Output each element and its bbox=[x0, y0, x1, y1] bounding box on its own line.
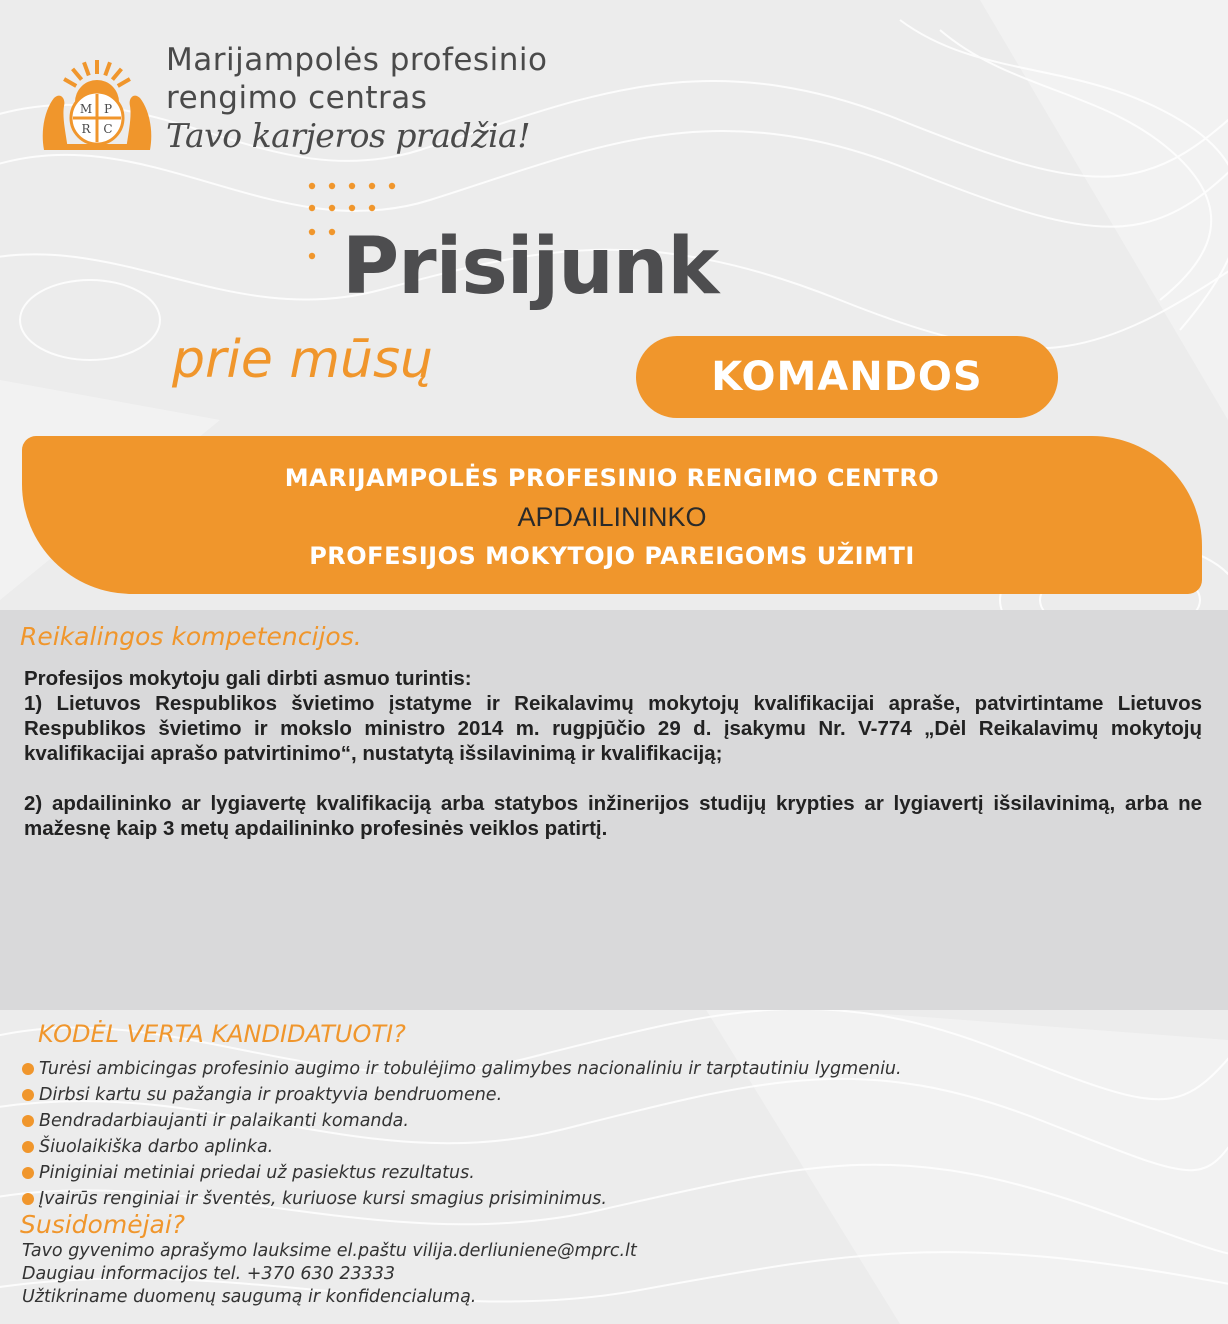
position-banner bbox=[22, 436, 1202, 594]
requirement-item-1: 1) Lietuvos Respublikos švietimo įstatyme ir Reikalavimų mokytojų kvalifikacijai apraše, patvirtintame Lietuvos Respublikos švietimo ir mokslo ministro 2014 m. rugpjūčio 29 d. įsakymu Nr. V-774 „Dėl Reikalavimų mokytojų kvalifikacijai aprašo patvirtinimo“, nustatytą išsilavinimą ir kvalifikaciją; bbox=[24, 692, 1202, 765]
list-item bbox=[22, 1056, 902, 1082]
bullet-icon bbox=[22, 1167, 34, 1179]
bullet-icon bbox=[22, 1193, 34, 1205]
school-logo bbox=[36, 58, 158, 154]
org-name-line1: Marijampolės profesinio bbox=[166, 42, 548, 78]
tagline: Tavo karjeros pradžia! bbox=[166, 116, 530, 155]
requirements-text bbox=[24, 666, 1202, 841]
banner-line2: APDAILININKO bbox=[517, 502, 707, 532]
banner-line3: PROFESIJOS MOKYTOJO PAREIGOMS UŽIMTI bbox=[309, 542, 915, 570]
benefit-text: Dirbsi kartu su pažangia ir proaktyvia bendruomene. bbox=[39, 1085, 503, 1105]
bullet-icon bbox=[22, 1089, 34, 1101]
logo-letter-p: P bbox=[103, 102, 113, 116]
benefit-text: Bendradarbiaujanti ir palaikanti komanda. bbox=[39, 1111, 409, 1131]
org-name-line2: rengimo centras bbox=[166, 80, 428, 116]
list-item bbox=[22, 1108, 902, 1134]
benefit-text: Įvairūs renginiai ir šventės, kuriuose kursi smagius prisiminimus. bbox=[39, 1189, 607, 1209]
requirements-intro: Profesijos mokytoju gali dirbti asmuo turintis: bbox=[24, 667, 472, 690]
logo-letter-c: C bbox=[103, 122, 113, 136]
requirements-title: Reikalingos kompetencijos. bbox=[20, 622, 362, 651]
bullet-icon bbox=[22, 1141, 34, 1153]
requirement-item-2: 2) apdailininko ar lygiavertę kvalifikaciją arba statybos inžinerijos studijų krypties ar lygiavertį išsilavinimą, arba ne mažesnę kaip 3 metų apdailininko profesinės veiklos patirtį. bbox=[24, 792, 1202, 840]
list-item bbox=[22, 1134, 902, 1160]
contact-phone-line: Daugiau informacijos tel. +370 630 23333 bbox=[22, 1264, 396, 1284]
headline: Prisijunk bbox=[342, 222, 719, 312]
interested-title: Susidomėjai? bbox=[20, 1210, 186, 1239]
list-item bbox=[22, 1186, 902, 1212]
team-pill: KOMANDOS bbox=[636, 336, 1058, 418]
benefit-text: Šiuolaikiška darbo aplinka. bbox=[39, 1137, 274, 1157]
bullet-icon bbox=[22, 1063, 34, 1075]
logo-letter-r: R bbox=[81, 122, 91, 136]
logo-letter-m: M bbox=[79, 102, 93, 116]
benefit-text: Turėsi ambicingas profesinio augimo ir tobulėjimo galimybes nacionaliniu ir tarptautiniu lygmeniu. bbox=[39, 1059, 902, 1079]
bullet-icon bbox=[22, 1115, 34, 1127]
contact-info bbox=[22, 1240, 637, 1309]
subheadline: prie mūsų bbox=[172, 330, 434, 390]
benefit-text: Piniginiai metiniai priedai už pasiektus rezultatus. bbox=[39, 1163, 475, 1183]
list-item bbox=[22, 1160, 902, 1186]
list-item bbox=[22, 1082, 902, 1108]
banner-line1: MARIJAMPOLĖS PROFESINIO RENGIMO CENTRO bbox=[284, 464, 940, 492]
privacy-note: Užtikriname duomenų saugumą ir konfidencialumą. bbox=[22, 1287, 477, 1307]
contact-email-line: Tavo gyvenimo aprašymo lauksime el.paštu vilija.derliuniene@mprc.lt bbox=[22, 1241, 637, 1261]
why-apply-title: KODĖL VERTA KANDIDATUOTI? bbox=[38, 1020, 406, 1048]
benefits-list bbox=[22, 1056, 902, 1212]
